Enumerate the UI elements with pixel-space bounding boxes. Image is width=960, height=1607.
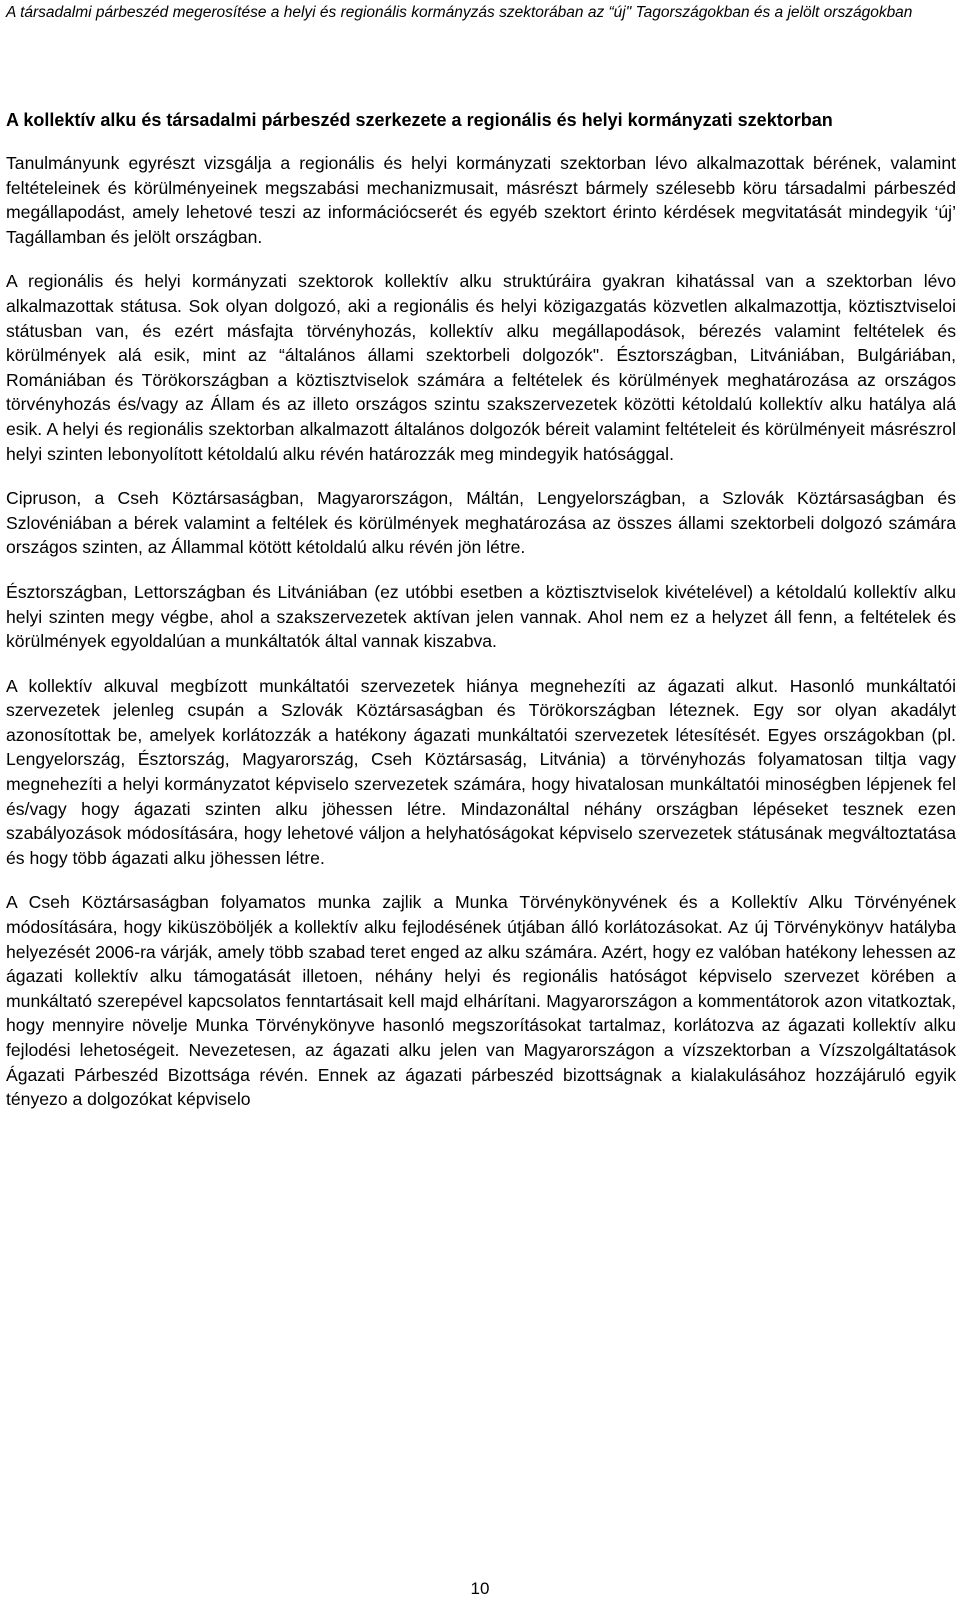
running-header: A társadalmi párbeszéd megerosítése a helyi és regionális kormányzás szektorában az “új" Tagországokban és a jelölt országokban — [6, 4, 913, 21]
body-paragraph-1: Tanulmányunk egyrészt vizsgálja a regionális és helyi kormányzati szektorban lévo alkalmazottak bérének, valamint feltételeinek és körülményeinek megszabási mechanizmusait, másrészt bármely szélesebb köru társadalmi párbeszéd megállapodást, amely lehetové teszi az információcserét és egyéb szektort érinto kérdések megvitatását mindegyik ‘új’ Tagállamban és jelölt országban. — [6, 153, 956, 247]
body-paragraph-3: Cipruson, a Cseh Köztársaságban, Magyarországon, Máltán, Lengyelországban, a Szlovák Köztársaságban és Szlovéniában a bérek valamint a feltélek és körülmények meghatározása az összes állami szektorbeli dolgozó számára országos szinten, az Állammal kötött kétoldalú alku révén jön létre. — [6, 488, 956, 558]
body-paragraph-5: A kollektív alkuval megbízott munkáltatói szervezetek hiánya megnehezíti az ágazati alkut. Hasonló munkáltatói szervezetek jelenleg csupán a Szlovák Köztársaságban és Törökországban léteznek. Egy sor olyan akadályt azonosítottak be, amelyek korlátozzák a hatékony ágazati munkáltatói szervezetek létesítését. Egyes országokban (pl. Lengyelország, Észtország, Magyarország, Cseh Köztársaság, Litvánia) a törvényhozás folyamatosan tiltja vagy megnehezíti a helyi kormányzatot képviselo szervezetek számára, hogy hivatalosan munkáltatói minoségben lépjenek fel és/vagy hogy ágazati szinten alku jöhessen létre. Mindazonáltal néhány országban lépéseket tesznek ezen szabályozások módosítására, hogy lehetové váljon a helyhatóságokat képviselo szervezetek státusának megváltoztatása és hogy több ágazati alku jöhessen létre. — [6, 675, 956, 868]
body-paragraph-4: Észtországban, Lettországban és Litvániában (ez utóbbi esetben a köztisztviselok kivételével) a kétoldalú kollektív alku helyi szinten megy végbe, ahol a szakszervezetek aktívan jelen vannak. Ahol nem ez a helyzet áll fenn, a feltételek és körülmények egyoldalúan a munkáltatók által vannak kiszabva. — [6, 581, 956, 652]
body-paragraph-2: A regionális és helyi kormányzati szektorok kollektív alku struktúráira gyakran kihatással van a szektorban lévo alkalmazottak státusa. Sok olyan dolgozó, aki a regionális és helyi közigazgatás közvetlen alkalmazottja, köztisztviseloi státusban van, és ezért másfajta törvényhozás, kollektív alku megállapodások, bérezés valamint feltételek és körülmények alá esik, mint az “általános állami szektorbeli dolgozók". Észtországban, Litvániában, Bulgáriában, Romániában és Törökországban a köztisztviselok számára a feltételek és körülmények meghatározása az országos törvényhozás és/vagy az Állam és az illeto országos szintu szakszervezetek közötti kétoldalú kollektív alku hatálya alá esik. A helyi és regionális szektorban alkalmazott általános dolgozók béreit valamint feltételeit és körülményeit másrészrol helyi szinten lebonyolított kétoldalú alku révén határozzák meg mindegyik hatósággal. — [6, 271, 956, 464]
page-number: 10 — [470, 1579, 490, 1598]
page-content — [6, 106, 956, 1132]
body-paragraph-6: A Cseh Köztársaságban folyamatos munka zajlik a Munka Törvénykönyvének és a Kollektív Alku Törvényének módosítására, hogy kiküszöböljék a kollektív alku fejlodésének útjában álló korlátozásokat. Az új Törvénykönyv hatályba helyezését 2006-ra várják, amely több szabad teret enged az alku számára. Azért, hogy ez valóban hatékony lehessen az ágazati kollektív alku támogatását illetoen, néhány helyi és regionális hatóságot képviselo szervezet körében a munkáltató szerepével kapcsolatos fenntartásait kell majd elhárítani. Magyarországon a kommentátorok azon vitatkoztak, hogy mennyire növelje Munka Törvénykönyve hasonló megszorításokat tartalmaz, korlátozva az ágazati kollektív alku fejlodési lehetoségeit. Nevezetesen, az ágazati alku jelen van Magyarországon a vízszektorban a Vízszolgáltatások Ágazati Párbeszéd Bizottsága révén. Ennek az ágazati párbeszéd bizottságnak a kialakulásához hozzájáruló egyik tényezo a dolgozókat képviselo — [6, 892, 956, 1110]
section-title: A kollektív alku és társadalmi párbeszéd szerkezete a regionális és helyi kormányzati szektorban — [6, 110, 833, 130]
